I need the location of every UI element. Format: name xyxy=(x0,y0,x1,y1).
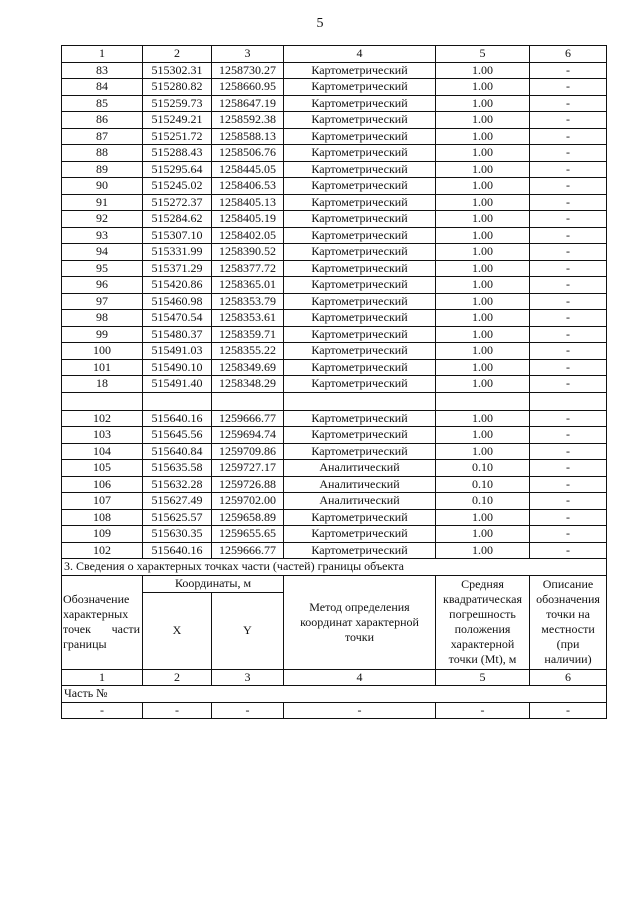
table-cell xyxy=(284,392,436,410)
table-cell: 101 xyxy=(62,359,143,376)
table-cell: 515272.37 xyxy=(143,194,212,211)
table-cell: 515259.73 xyxy=(143,95,212,112)
table-cell: 1.00 xyxy=(436,79,530,96)
table-cell: 515470.54 xyxy=(143,310,212,327)
header-y: Y xyxy=(212,592,284,669)
table-cell: Картометрический xyxy=(284,277,436,294)
table-cell: - xyxy=(530,293,607,310)
part-row xyxy=(62,686,607,703)
header-description: Описание обозначения точки на местности (при наличии) xyxy=(530,575,607,669)
table-cell: 91 xyxy=(62,194,143,211)
table-cell: Картометрический xyxy=(284,194,436,211)
table-cell: 102 xyxy=(62,410,143,427)
table-row xyxy=(62,493,607,510)
table-cell: 97 xyxy=(62,293,143,310)
table-cell: 1.00 xyxy=(436,112,530,129)
table-cell: - xyxy=(530,509,607,526)
table-cell: - xyxy=(530,310,607,327)
header-method: Метод определения координат характерной точки xyxy=(284,575,436,669)
header-point-designation: Обозначение характерных точек части границы xyxy=(62,575,143,669)
table-cell: 1258592.38 xyxy=(212,112,284,129)
table-cell xyxy=(62,392,143,410)
table-row xyxy=(62,526,607,543)
table-cell: 1.00 xyxy=(436,427,530,444)
table-row xyxy=(62,509,607,526)
table-cell: 1.00 xyxy=(436,260,530,277)
table-row xyxy=(62,194,607,211)
table-row xyxy=(62,211,607,228)
table-cell: 1258406.53 xyxy=(212,178,284,195)
table-cell: Картометрический xyxy=(284,427,436,444)
table-row xyxy=(62,161,607,178)
table-cell: 96 xyxy=(62,277,143,294)
table-cell: 1.00 xyxy=(436,161,530,178)
table-cell: - xyxy=(530,702,607,719)
table-cell: 1.00 xyxy=(436,145,530,162)
table-cell: 100 xyxy=(62,343,143,360)
table-cell: 88 xyxy=(62,145,143,162)
table-row xyxy=(62,542,607,559)
table-cell: 95 xyxy=(62,260,143,277)
table-cell: 1.00 xyxy=(436,526,530,543)
table-row xyxy=(62,128,607,145)
table-cell: - xyxy=(530,326,607,343)
table-cell: 1259666.77 xyxy=(212,410,284,427)
table-cell: - xyxy=(530,443,607,460)
table-cell: - xyxy=(530,178,607,195)
table-cell: 515632.28 xyxy=(143,476,212,493)
table-cell: 515640.84 xyxy=(143,443,212,460)
table-row xyxy=(62,326,607,343)
empty-data-row xyxy=(62,702,607,719)
table-cell: Картометрический xyxy=(284,161,436,178)
table-cell: 5 xyxy=(436,46,530,63)
table-cell: 104 xyxy=(62,443,143,460)
table-cell: 1.00 xyxy=(436,310,530,327)
table-cell: - xyxy=(530,260,607,277)
table-cell: 1258359.71 xyxy=(212,326,284,343)
table-row xyxy=(62,443,607,460)
table-cell: 1.00 xyxy=(436,128,530,145)
table-cell: 1258348.29 xyxy=(212,376,284,393)
part-label: Часть № xyxy=(62,686,607,703)
table-cell: 1.00 xyxy=(436,443,530,460)
table-cell: 83 xyxy=(62,62,143,79)
table-cell: 1.00 xyxy=(436,410,530,427)
table-cell: Картометрический xyxy=(284,509,436,526)
table-cell: - xyxy=(530,476,607,493)
table-cell: Картометрический xyxy=(284,310,436,327)
table-cell: 1 xyxy=(62,46,143,63)
table-cell: 1258353.61 xyxy=(212,310,284,327)
table-cell: 515371.29 xyxy=(143,260,212,277)
table-cell: Аналитический xyxy=(284,493,436,510)
table-row xyxy=(62,376,607,393)
section3-header-row xyxy=(62,575,607,592)
table-cell: 515490.10 xyxy=(143,359,212,376)
table-cell: 1.00 xyxy=(436,211,530,228)
header-x: X xyxy=(143,592,212,669)
table-cell: 515288.43 xyxy=(143,145,212,162)
table-cell: 18 xyxy=(62,376,143,393)
table-cell: 1258365.01 xyxy=(212,277,284,294)
table-cell: 1259709.86 xyxy=(212,443,284,460)
table-row xyxy=(62,145,607,162)
table-cell: Картометрический xyxy=(284,112,436,129)
table-cell: Картометрический xyxy=(284,244,436,261)
table-cell: 1.00 xyxy=(436,277,530,294)
table-row xyxy=(62,227,607,244)
table-cell: 1258353.79 xyxy=(212,293,284,310)
table-cell: Картометрический xyxy=(284,326,436,343)
table-cell: 1258588.13 xyxy=(212,128,284,145)
table-cell: 107 xyxy=(62,493,143,510)
table-cell: - xyxy=(284,702,436,719)
table-cell: 515635.58 xyxy=(143,460,212,477)
table-cell: Картометрический xyxy=(284,79,436,96)
table-cell: 1.00 xyxy=(436,178,530,195)
table-cell: 1259702.00 xyxy=(212,493,284,510)
table-row xyxy=(62,62,607,79)
table-cell: 106 xyxy=(62,476,143,493)
table-cell: 515460.98 xyxy=(143,293,212,310)
table-row xyxy=(62,410,607,427)
table-cell: - xyxy=(530,343,607,360)
table-cell xyxy=(212,392,284,410)
table-row xyxy=(62,79,607,96)
section3-column-number-row xyxy=(62,669,607,686)
table-cell: 85 xyxy=(62,95,143,112)
table-cell: 1259726.88 xyxy=(212,476,284,493)
table-cell: 1258647.19 xyxy=(212,95,284,112)
table-cell: Картометрический xyxy=(284,145,436,162)
table-cell: 98 xyxy=(62,310,143,327)
column-number-row xyxy=(62,46,607,63)
table-cell: 515491.03 xyxy=(143,343,212,360)
table-cell: 99 xyxy=(62,326,143,343)
coordinates-table-body xyxy=(62,46,607,719)
table-cell: 5 xyxy=(436,669,530,686)
table-cell: 1.00 xyxy=(436,293,530,310)
table-cell: - xyxy=(530,359,607,376)
table-row xyxy=(62,427,607,444)
table-cell: 1.00 xyxy=(436,376,530,393)
table-cell: 515280.82 xyxy=(143,79,212,96)
table-cell: 86 xyxy=(62,112,143,129)
table-row xyxy=(62,343,607,360)
table-cell: 515640.16 xyxy=(143,542,212,559)
table-cell: 1258660.95 xyxy=(212,79,284,96)
table-row xyxy=(62,359,607,376)
table-cell: 515640.16 xyxy=(143,410,212,427)
table-cell: Картометрический xyxy=(284,95,436,112)
table-cell: Картометрический xyxy=(284,542,436,559)
table-cell: - xyxy=(212,702,284,719)
table-cell: - xyxy=(530,277,607,294)
table-cell: 0.10 xyxy=(436,493,530,510)
table-cell: 3 xyxy=(212,46,284,63)
table-cell: Картометрический xyxy=(284,62,436,79)
table-cell: Картометрический xyxy=(284,260,436,277)
table-cell: Картометрический xyxy=(284,211,436,228)
table-cell: 103 xyxy=(62,427,143,444)
table-cell xyxy=(143,392,212,410)
table-cell: 1259727.17 xyxy=(212,460,284,477)
table-cell: - xyxy=(530,244,607,261)
table-cell: 1258349.69 xyxy=(212,359,284,376)
table-cell: Аналитический xyxy=(284,460,436,477)
table-cell: 1258355.22 xyxy=(212,343,284,360)
table-cell: 1.00 xyxy=(436,359,530,376)
table-cell: Аналитический xyxy=(284,476,436,493)
table-cell: 515302.31 xyxy=(143,62,212,79)
table-cell: Картометрический xyxy=(284,227,436,244)
table-cell: - xyxy=(530,542,607,559)
table-cell: 1259658.89 xyxy=(212,509,284,526)
table-cell: - xyxy=(530,211,607,228)
table-row xyxy=(62,476,607,493)
table-row xyxy=(62,277,607,294)
table-cell: 2 xyxy=(143,669,212,686)
table-cell: 515645.56 xyxy=(143,427,212,444)
table-cell: - xyxy=(530,161,607,178)
table-cell: - xyxy=(62,702,143,719)
table-row xyxy=(62,460,607,477)
table-cell: - xyxy=(530,95,607,112)
table-cell: 89 xyxy=(62,161,143,178)
table-cell: Картометрический xyxy=(284,359,436,376)
section-title-row xyxy=(62,559,607,576)
table-cell: 1.00 xyxy=(436,244,530,261)
table-cell: 1.00 xyxy=(436,509,530,526)
table-cell: 1.00 xyxy=(436,542,530,559)
table-cell: 515491.40 xyxy=(143,376,212,393)
table-cell: Картометрический xyxy=(284,343,436,360)
table-cell: 515284.62 xyxy=(143,211,212,228)
table-cell: Картометрический xyxy=(284,128,436,145)
table-cell: - xyxy=(143,702,212,719)
table-cell xyxy=(436,392,530,410)
table-cell: 6 xyxy=(530,46,607,63)
table-cell: - xyxy=(530,460,607,477)
table-cell: Картометрический xyxy=(284,443,436,460)
table-cell: 90 xyxy=(62,178,143,195)
table-cell: - xyxy=(530,526,607,543)
table-cell: - xyxy=(530,112,607,129)
table-cell: - xyxy=(436,702,530,719)
table-cell: - xyxy=(530,79,607,96)
table-row xyxy=(62,178,607,195)
table-cell: 515630.35 xyxy=(143,526,212,543)
table-cell: - xyxy=(530,128,607,145)
table-cell: Картометрический xyxy=(284,376,436,393)
table-cell: 515295.64 xyxy=(143,161,212,178)
table-cell: 1258402.05 xyxy=(212,227,284,244)
table-cell: 1259694.74 xyxy=(212,427,284,444)
table-cell: 87 xyxy=(62,128,143,145)
table-cell: - xyxy=(530,194,607,211)
header-accuracy: Средняя квадратическая погрешность положения характерной точки (Mt), м xyxy=(436,575,530,669)
table-cell: - xyxy=(530,62,607,79)
table-cell: 1259655.65 xyxy=(212,526,284,543)
table-cell: 1.00 xyxy=(436,194,530,211)
table-cell: 1258405.19 xyxy=(212,211,284,228)
table-cell: 1258445.05 xyxy=(212,161,284,178)
table-cell: 6 xyxy=(530,669,607,686)
table-cell: 1258506.76 xyxy=(212,145,284,162)
table-cell: 84 xyxy=(62,79,143,96)
table-cell: 1258377.72 xyxy=(212,260,284,277)
table-cell: 1259666.77 xyxy=(212,542,284,559)
table-cell: 1.00 xyxy=(436,326,530,343)
table-cell: - xyxy=(530,145,607,162)
coordinates-table xyxy=(61,45,607,719)
table-row xyxy=(62,293,607,310)
table-cell: 109 xyxy=(62,526,143,543)
table-cell: 1.00 xyxy=(436,343,530,360)
table-cell: 105 xyxy=(62,460,143,477)
table-cell: Картометрический xyxy=(284,410,436,427)
table-cell: - xyxy=(530,427,607,444)
table-cell: 1 xyxy=(62,669,143,686)
header-coordinates: Координаты, м xyxy=(143,575,284,592)
page-number: 5 xyxy=(316,16,324,31)
table-cell: 93 xyxy=(62,227,143,244)
table-cell: 92 xyxy=(62,211,143,228)
table-cell: Картометрический xyxy=(284,178,436,195)
table-cell: 0.10 xyxy=(436,476,530,493)
table-cell: 3 xyxy=(212,669,284,686)
table-cell: 1258405.13 xyxy=(212,194,284,211)
table-cell: 515251.72 xyxy=(143,128,212,145)
table-cell: - xyxy=(530,410,607,427)
section-title: 3. Сведения о характерных точках части (частей) границы объекта xyxy=(62,559,607,576)
table-cell: 515331.99 xyxy=(143,244,212,261)
table-row xyxy=(62,95,607,112)
table-cell: - xyxy=(530,227,607,244)
table-cell: 2 xyxy=(143,46,212,63)
table-cell xyxy=(530,392,607,410)
table-cell: 1.00 xyxy=(436,95,530,112)
table-cell: 515627.49 xyxy=(143,493,212,510)
table-cell: 515249.21 xyxy=(143,112,212,129)
table-cell: 4 xyxy=(284,46,436,63)
table-cell: Картометрический xyxy=(284,526,436,543)
table-row xyxy=(62,310,607,327)
table-cell: 1.00 xyxy=(436,227,530,244)
table-row xyxy=(62,260,607,277)
table-cell: 515420.86 xyxy=(143,277,212,294)
table-cell: 102 xyxy=(62,542,143,559)
table-cell: 94 xyxy=(62,244,143,261)
table-cell: 515625.57 xyxy=(143,509,212,526)
table-cell: 4 xyxy=(284,669,436,686)
table-row xyxy=(62,244,607,261)
table-cell: 1.00 xyxy=(436,62,530,79)
table-cell: 108 xyxy=(62,509,143,526)
separator-row xyxy=(62,392,607,410)
table-cell: 515307.10 xyxy=(143,227,212,244)
table-cell: 1258730.27 xyxy=(212,62,284,79)
table-cell: 515245.02 xyxy=(143,178,212,195)
table-row xyxy=(62,112,607,129)
table-cell: 0.10 xyxy=(436,460,530,477)
table-cell: Картометрический xyxy=(284,293,436,310)
table-cell: - xyxy=(530,493,607,510)
table-cell: 515480.37 xyxy=(143,326,212,343)
table-cell: - xyxy=(530,376,607,393)
table-cell: 1258390.52 xyxy=(212,244,284,261)
